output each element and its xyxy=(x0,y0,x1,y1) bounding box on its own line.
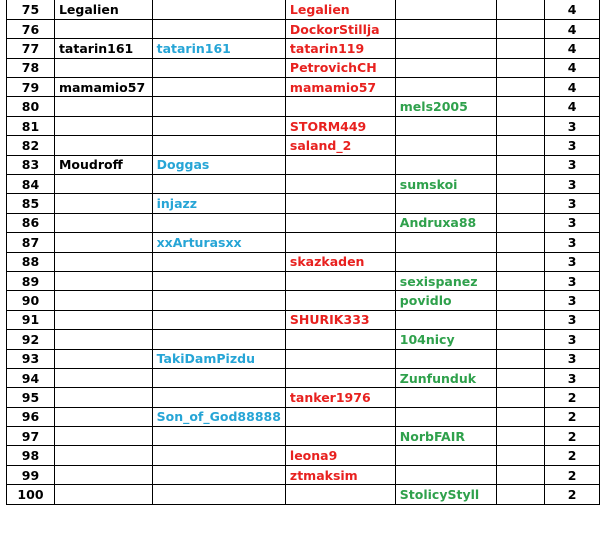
blue-name-cell xyxy=(152,465,285,484)
empty-cell xyxy=(496,136,544,155)
blue-name-cell xyxy=(152,330,285,349)
red-name-cell: tanker1976 xyxy=(285,388,395,407)
black-name-cell xyxy=(54,194,152,213)
table-row xyxy=(7,233,600,252)
red-name-cell xyxy=(285,368,395,387)
green-name-cell xyxy=(395,0,496,19)
rank-cell: 78 xyxy=(7,58,55,77)
black-name-cell xyxy=(54,388,152,407)
count-cell: 4 xyxy=(545,97,600,116)
count-cell: 4 xyxy=(545,58,600,77)
blue-name-cell xyxy=(152,427,285,446)
empty-cell xyxy=(496,310,544,329)
count-cell: 3 xyxy=(545,330,600,349)
green-name-cell: StolicyStyll xyxy=(395,485,496,504)
table-row xyxy=(7,58,600,77)
black-name-cell xyxy=(54,213,152,232)
red-name-cell: skazkaden xyxy=(285,252,395,271)
green-name-cell: povidlo xyxy=(395,291,496,310)
blue-name-cell xyxy=(152,136,285,155)
black-name-cell xyxy=(54,252,152,271)
blue-name-cell xyxy=(152,291,285,310)
rank-cell: 91 xyxy=(7,310,55,329)
empty-cell xyxy=(496,213,544,232)
blue-name-cell xyxy=(152,368,285,387)
table-row xyxy=(7,19,600,38)
rank-cell: 83 xyxy=(7,155,55,174)
rank-cell: 94 xyxy=(7,368,55,387)
green-name-cell: NorbFAIR xyxy=(395,427,496,446)
empty-cell xyxy=(496,39,544,58)
empty-cell xyxy=(496,349,544,368)
green-name-cell xyxy=(395,388,496,407)
table-row xyxy=(7,78,600,97)
table-row xyxy=(7,0,600,19)
table-row xyxy=(7,194,600,213)
count-cell: 4 xyxy=(545,39,600,58)
red-name-cell: Legalien xyxy=(285,0,395,19)
red-name-cell xyxy=(285,271,395,290)
rank-cell: 93 xyxy=(7,349,55,368)
blue-name-cell xyxy=(152,19,285,38)
red-name-cell: leona9 xyxy=(285,446,395,465)
count-cell: 4 xyxy=(545,0,600,19)
green-name-cell xyxy=(395,252,496,271)
rank-cell: 95 xyxy=(7,388,55,407)
red-name-cell xyxy=(285,175,395,194)
black-name-cell: Moudroff xyxy=(54,155,152,174)
empty-cell xyxy=(496,485,544,504)
count-cell: 3 xyxy=(545,213,600,232)
empty-cell xyxy=(496,19,544,38)
table-row xyxy=(7,388,600,407)
green-name-cell: sumskoi xyxy=(395,175,496,194)
black-name-cell xyxy=(54,330,152,349)
table-row xyxy=(7,136,600,155)
empty-cell xyxy=(496,291,544,310)
red-name-cell xyxy=(285,330,395,349)
black-name-cell xyxy=(54,136,152,155)
count-cell: 3 xyxy=(545,155,600,174)
blue-name-cell: TakiDamPizdu xyxy=(152,349,285,368)
red-name-cell: SHURIK333 xyxy=(285,310,395,329)
green-name-cell xyxy=(395,349,496,368)
table-row xyxy=(7,252,600,271)
green-name-cell xyxy=(395,310,496,329)
empty-cell xyxy=(496,446,544,465)
count-cell: 3 xyxy=(545,291,600,310)
empty-cell xyxy=(496,252,544,271)
count-cell: 2 xyxy=(545,427,600,446)
empty-cell xyxy=(496,155,544,174)
empty-cell xyxy=(496,175,544,194)
rank-cell: 100 xyxy=(7,485,55,504)
red-name-cell xyxy=(285,427,395,446)
count-cell: 3 xyxy=(545,116,600,135)
empty-cell xyxy=(496,388,544,407)
blue-name-cell xyxy=(152,388,285,407)
blue-name-cell xyxy=(152,485,285,504)
red-name-cell xyxy=(285,485,395,504)
table-row xyxy=(7,175,600,194)
blue-name-cell xyxy=(152,116,285,135)
ranking-table-body xyxy=(7,0,600,504)
rank-cell: 88 xyxy=(7,252,55,271)
table-row xyxy=(7,310,600,329)
rank-cell: 87 xyxy=(7,233,55,252)
red-name-cell: tatarin119 xyxy=(285,39,395,58)
rank-cell: 79 xyxy=(7,78,55,97)
blue-name-cell: injazz xyxy=(152,194,285,213)
green-name-cell xyxy=(395,194,496,213)
empty-cell xyxy=(496,427,544,446)
table-row xyxy=(7,330,600,349)
blue-name-cell xyxy=(152,0,285,19)
red-name-cell: PetrovichCH xyxy=(285,58,395,77)
count-cell: 3 xyxy=(545,368,600,387)
table-row xyxy=(7,485,600,504)
count-cell: 3 xyxy=(545,349,600,368)
red-name-cell: saland_2 xyxy=(285,136,395,155)
red-name-cell: STORM449 xyxy=(285,116,395,135)
empty-cell xyxy=(496,233,544,252)
green-name-cell xyxy=(395,136,496,155)
rank-cell: 99 xyxy=(7,465,55,484)
black-name-cell xyxy=(54,291,152,310)
table-row xyxy=(7,116,600,135)
green-name-cell xyxy=(395,78,496,97)
table-row xyxy=(7,97,600,116)
black-name-cell xyxy=(54,58,152,77)
red-name-cell xyxy=(285,407,395,426)
red-name-cell xyxy=(285,213,395,232)
black-name-cell: tatarin161 xyxy=(54,39,152,58)
black-name-cell xyxy=(54,485,152,504)
blue-name-cell xyxy=(152,446,285,465)
green-name-cell xyxy=(395,39,496,58)
red-name-cell: mamamio57 xyxy=(285,78,395,97)
black-name-cell xyxy=(54,116,152,135)
blue-name-cell xyxy=(152,78,285,97)
black-name-cell xyxy=(54,97,152,116)
ranking-table xyxy=(6,0,600,505)
table-row xyxy=(7,213,600,232)
count-cell: 2 xyxy=(545,485,600,504)
rank-cell: 75 xyxy=(7,0,55,19)
empty-cell xyxy=(496,465,544,484)
green-name-cell: mels2005 xyxy=(395,97,496,116)
blue-name-cell xyxy=(152,271,285,290)
table-row xyxy=(7,446,600,465)
black-name-cell: mamamio57 xyxy=(54,78,152,97)
blue-name-cell xyxy=(152,310,285,329)
empty-cell xyxy=(496,194,544,213)
black-name-cell xyxy=(54,465,152,484)
rank-cell: 82 xyxy=(7,136,55,155)
green-name-cell xyxy=(395,155,496,174)
blue-name-cell: Son_of_God88888 xyxy=(152,407,285,426)
red-name-cell xyxy=(285,233,395,252)
green-name-cell xyxy=(395,19,496,38)
black-name-cell xyxy=(54,349,152,368)
rank-cell: 92 xyxy=(7,330,55,349)
empty-cell xyxy=(496,330,544,349)
green-name-cell: Zunfunduk xyxy=(395,368,496,387)
rank-cell: 89 xyxy=(7,271,55,290)
blue-name-cell xyxy=(152,252,285,271)
count-cell: 2 xyxy=(545,388,600,407)
empty-cell xyxy=(496,78,544,97)
black-name-cell xyxy=(54,368,152,387)
red-name-cell xyxy=(285,194,395,213)
blue-name-cell: tatarin161 xyxy=(152,39,285,58)
red-name-cell xyxy=(285,291,395,310)
red-name-cell: DockorStillja xyxy=(285,19,395,38)
black-name-cell xyxy=(54,175,152,194)
rank-cell: 84 xyxy=(7,175,55,194)
black-name-cell xyxy=(54,233,152,252)
empty-cell xyxy=(496,116,544,135)
count-cell: 3 xyxy=(545,310,600,329)
count-cell: 3 xyxy=(545,252,600,271)
table-row xyxy=(7,465,600,484)
table-row xyxy=(7,291,600,310)
empty-cell xyxy=(496,407,544,426)
rank-cell: 86 xyxy=(7,213,55,232)
count-cell: 3 xyxy=(545,136,600,155)
blue-name-cell xyxy=(152,58,285,77)
count-cell: 2 xyxy=(545,465,600,484)
green-name-cell xyxy=(395,465,496,484)
table-row xyxy=(7,368,600,387)
green-name-cell: 104nicy xyxy=(395,330,496,349)
table-row xyxy=(7,407,600,426)
table-row xyxy=(7,155,600,174)
table-row xyxy=(7,427,600,446)
empty-cell xyxy=(496,0,544,19)
red-name-cell xyxy=(285,155,395,174)
green-name-cell xyxy=(395,58,496,77)
empty-cell xyxy=(496,271,544,290)
empty-cell xyxy=(496,97,544,116)
rank-cell: 90 xyxy=(7,291,55,310)
count-cell: 3 xyxy=(545,271,600,290)
rank-cell: 98 xyxy=(7,446,55,465)
red-name-cell xyxy=(285,349,395,368)
green-name-cell xyxy=(395,116,496,135)
count-cell: 3 xyxy=(545,175,600,194)
blue-name-cell xyxy=(152,175,285,194)
count-cell: 2 xyxy=(545,446,600,465)
green-name-cell: sexispanez xyxy=(395,271,496,290)
black-name-cell xyxy=(54,446,152,465)
empty-cell xyxy=(496,368,544,387)
black-name-cell xyxy=(54,271,152,290)
rank-cell: 81 xyxy=(7,116,55,135)
green-name-cell: Andruxa88 xyxy=(395,213,496,232)
red-name-cell xyxy=(285,97,395,116)
black-name-cell xyxy=(54,407,152,426)
rank-cell: 85 xyxy=(7,194,55,213)
rank-cell: 80 xyxy=(7,97,55,116)
count-cell: 3 xyxy=(545,194,600,213)
rank-cell: 97 xyxy=(7,427,55,446)
blue-name-cell: Doggas xyxy=(152,155,285,174)
black-name-cell xyxy=(54,19,152,38)
count-cell: 4 xyxy=(545,19,600,38)
table-row xyxy=(7,271,600,290)
black-name-cell: Legalien xyxy=(54,0,152,19)
rank-cell: 77 xyxy=(7,39,55,58)
empty-cell xyxy=(496,58,544,77)
rank-cell: 96 xyxy=(7,407,55,426)
blue-name-cell xyxy=(152,97,285,116)
count-cell: 2 xyxy=(545,407,600,426)
blue-name-cell: xxArturasxx xyxy=(152,233,285,252)
green-name-cell xyxy=(395,446,496,465)
count-cell: 3 xyxy=(545,233,600,252)
table-row xyxy=(7,349,600,368)
black-name-cell xyxy=(54,427,152,446)
green-name-cell xyxy=(395,407,496,426)
red-name-cell: ztmaksim xyxy=(285,465,395,484)
table-row xyxy=(7,39,600,58)
black-name-cell xyxy=(54,310,152,329)
blue-name-cell xyxy=(152,213,285,232)
count-cell: 4 xyxy=(545,78,600,97)
rank-cell: 76 xyxy=(7,19,55,38)
green-name-cell xyxy=(395,233,496,252)
